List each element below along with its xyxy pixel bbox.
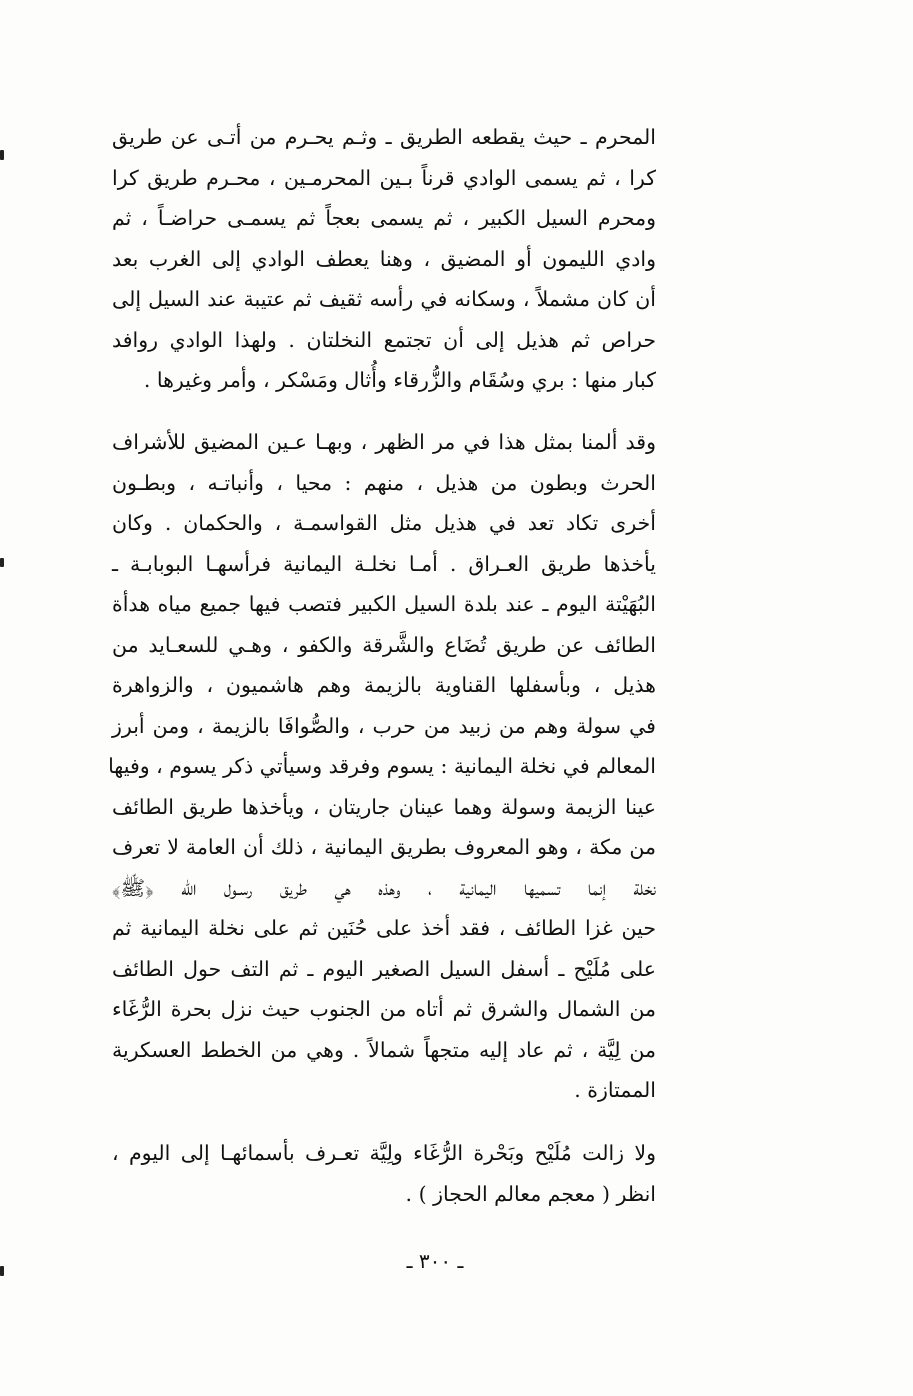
text-line: أن كان مشملاً ، وسكانه في رأسه ثقيف ثم عتيبة عند السيل إلى xyxy=(112,287,656,311)
text-line: من لِيَّة ، ثم عاد إليه متجهاً شمالاً . وهي من الخطط العسكرية xyxy=(112,1037,656,1062)
text-line: عينا الزيمة وسولة وهما عينان جاريتان ، ويأخذها طريق الطائف xyxy=(112,794,656,819)
text-line: المحرم ـ حيث يقطعه الطريق ـ وثـم يحـرم من أتـى عن طريق xyxy=(112,125,656,149)
text-line: يأخذها طريق العـراق . أمـا نخلـة اليمانية فرأسهـا البوبابـة ـ xyxy=(112,551,656,576)
text-line: ومحرم السيل الكبير ، ثم يسمى بعجاً ثم يسمـى حراضـاً ، ثم xyxy=(112,206,656,230)
text-line: من الشمال والشرق ثم أتاه من الجنوب حيث نزل بحرة الرُّغَاء xyxy=(112,997,656,1021)
text-line: حين غزا الطائف ، فقد أخذ على حُنَين ثم على نخلة اليمانية ثم xyxy=(112,916,656,940)
text-line: حراص ثم هذيل إلى أن تجتمع النخلتان . ولهذا الوادي روافد xyxy=(112,327,656,352)
text-line: في سولة وهم من زبيد من حرب ، والصُّوافَا بالزيمة ، ومن أبرز xyxy=(112,713,656,738)
scan-mark xyxy=(0,558,4,567)
paragraph-1 xyxy=(112,117,656,401)
scan-mark xyxy=(0,1266,4,1276)
text-line: نخلة إنما تسميها اليمانية ، وهذه هي طريق رسـول الله ﴿ﷺ﴾ xyxy=(112,875,656,900)
text-line: انظر ( معجم معالم الحجاز ) . xyxy=(405,1181,656,1206)
text-line: الممتازة . xyxy=(574,1078,656,1102)
text-line: من مكة ، وهو المعروف بطريق اليمانية ، ذلك أن العامة لا تعرف xyxy=(112,835,656,859)
text-line: البُهَيْتة اليوم ـ عند بلدة السيل الكبير فتصب فيها جميع مياه هدأة xyxy=(112,592,656,616)
text-line: كرا ، ثم يسمى الوادي قرناً بـين المحرمـين ، محـرم طريق كرا xyxy=(112,165,656,190)
scan-mark xyxy=(0,150,4,160)
text-line: ولا زالت مُلَيْح وبَحْرة الرُّغَاء ولِيَّة تعـرف بأسمائهـا إلى اليوم ، xyxy=(112,1141,656,1165)
text-line: الحرث وبطون من هذيل ، منهم : محيا ، وأنباتـه ، وبطـون xyxy=(112,470,656,495)
text-line: الطائف عن طريق تُضَاع والشَّرقة والكفو ، وهـي للسعـايد من xyxy=(112,632,656,657)
text-line: وادي الليمون أو المضيق ، وهنا يعطف الوادي إلى الغرب بعد xyxy=(112,246,656,271)
paragraph-3 xyxy=(112,1133,656,1214)
text-line: أخرى تكاد تعد في هذيل مثل القواسمـة ، والحكمان . وكان xyxy=(112,511,656,535)
text-line: هذيل ، وبأسفلها القناوية بالزيمة وهم هاشميون ، والزواهرة xyxy=(112,673,656,697)
text-line: على مُلَيْح ـ أسفل السيل الصغير اليوم ـ ثم التف حول الطائف xyxy=(112,956,656,981)
text-line: كبار منها : بري وسُقَام والزُّرقاء وأُثال ومَسْكر ، وأمر وغيرها . xyxy=(143,368,656,392)
paragraph-2 xyxy=(108,422,656,1111)
text-line: وقد ألمنا بمثل هذا في مر الظهر ، وبهـا عـين المضيق للأشراف xyxy=(112,430,656,454)
page-number: ـ ٣٠٠ ـ xyxy=(406,1249,464,1273)
text-line: المعالم في نخلة اليمانية : يسوم وفرقد وسيأتي ذكر يسوم ، وفيها xyxy=(108,754,656,778)
